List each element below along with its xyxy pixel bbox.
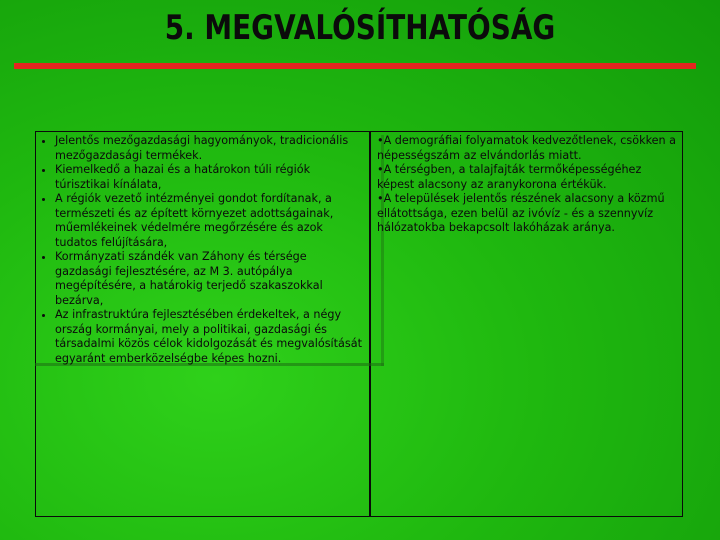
column-divider [369,131,371,517]
list-item: •A demográfiai folyamatok kedvezőtlenek, csökken a népességszám az elvándorlás miatt. [377,134,677,162]
list-item: • Az infrastruktúra fejlesztésében érdekeltek, a négy ország kormányai, mely a politikai, gazdasági és társadalmi közös célok kidolgozását és megvalósítását egyaránt emberközelségbe képes hozni. [55,308,366,366]
list-item: • Jelentős mezőgazdasági hagyományok, tradicionális mezőgazdasági termékek. [55,134,366,163]
strengths-column [40,134,366,366]
title-underline-bar [14,63,696,69]
slide-title: 5. MEGVALÓSÍTHATÓSÁG [164,8,556,48]
list-item: • Kiemelkedő a hazai és a határokon túli régiók túrisztikai kínálata, [55,163,366,192]
list-item: • A régiók vezető intézményei gondot fordítanak, a természeti és az épített környezet adottságainak, műemlékeinek védelmére megőrzésére és azok tudatos felújítására, [55,192,366,250]
strengths-list [40,134,366,366]
list-item: •A térségben, a talajfajták termőképességéhez képest alacsony az aranykorona értékük. [377,163,642,191]
list-item: • Kormányzati szándék van Záhony és térsége gazdasági fejlesztésére, az M 3. autópálya megépítésére, a határokig terjedő szakaszokkal bezárva, [55,250,366,308]
weaknesses-column [377,134,682,236]
list-item: •A települések jelentős részének alacsony a közmű ellátottsága, ezen belül az ivóvíz - és a szennyvíz hálózatokba bekapcsolt lakóházak aránya. [377,192,665,234]
